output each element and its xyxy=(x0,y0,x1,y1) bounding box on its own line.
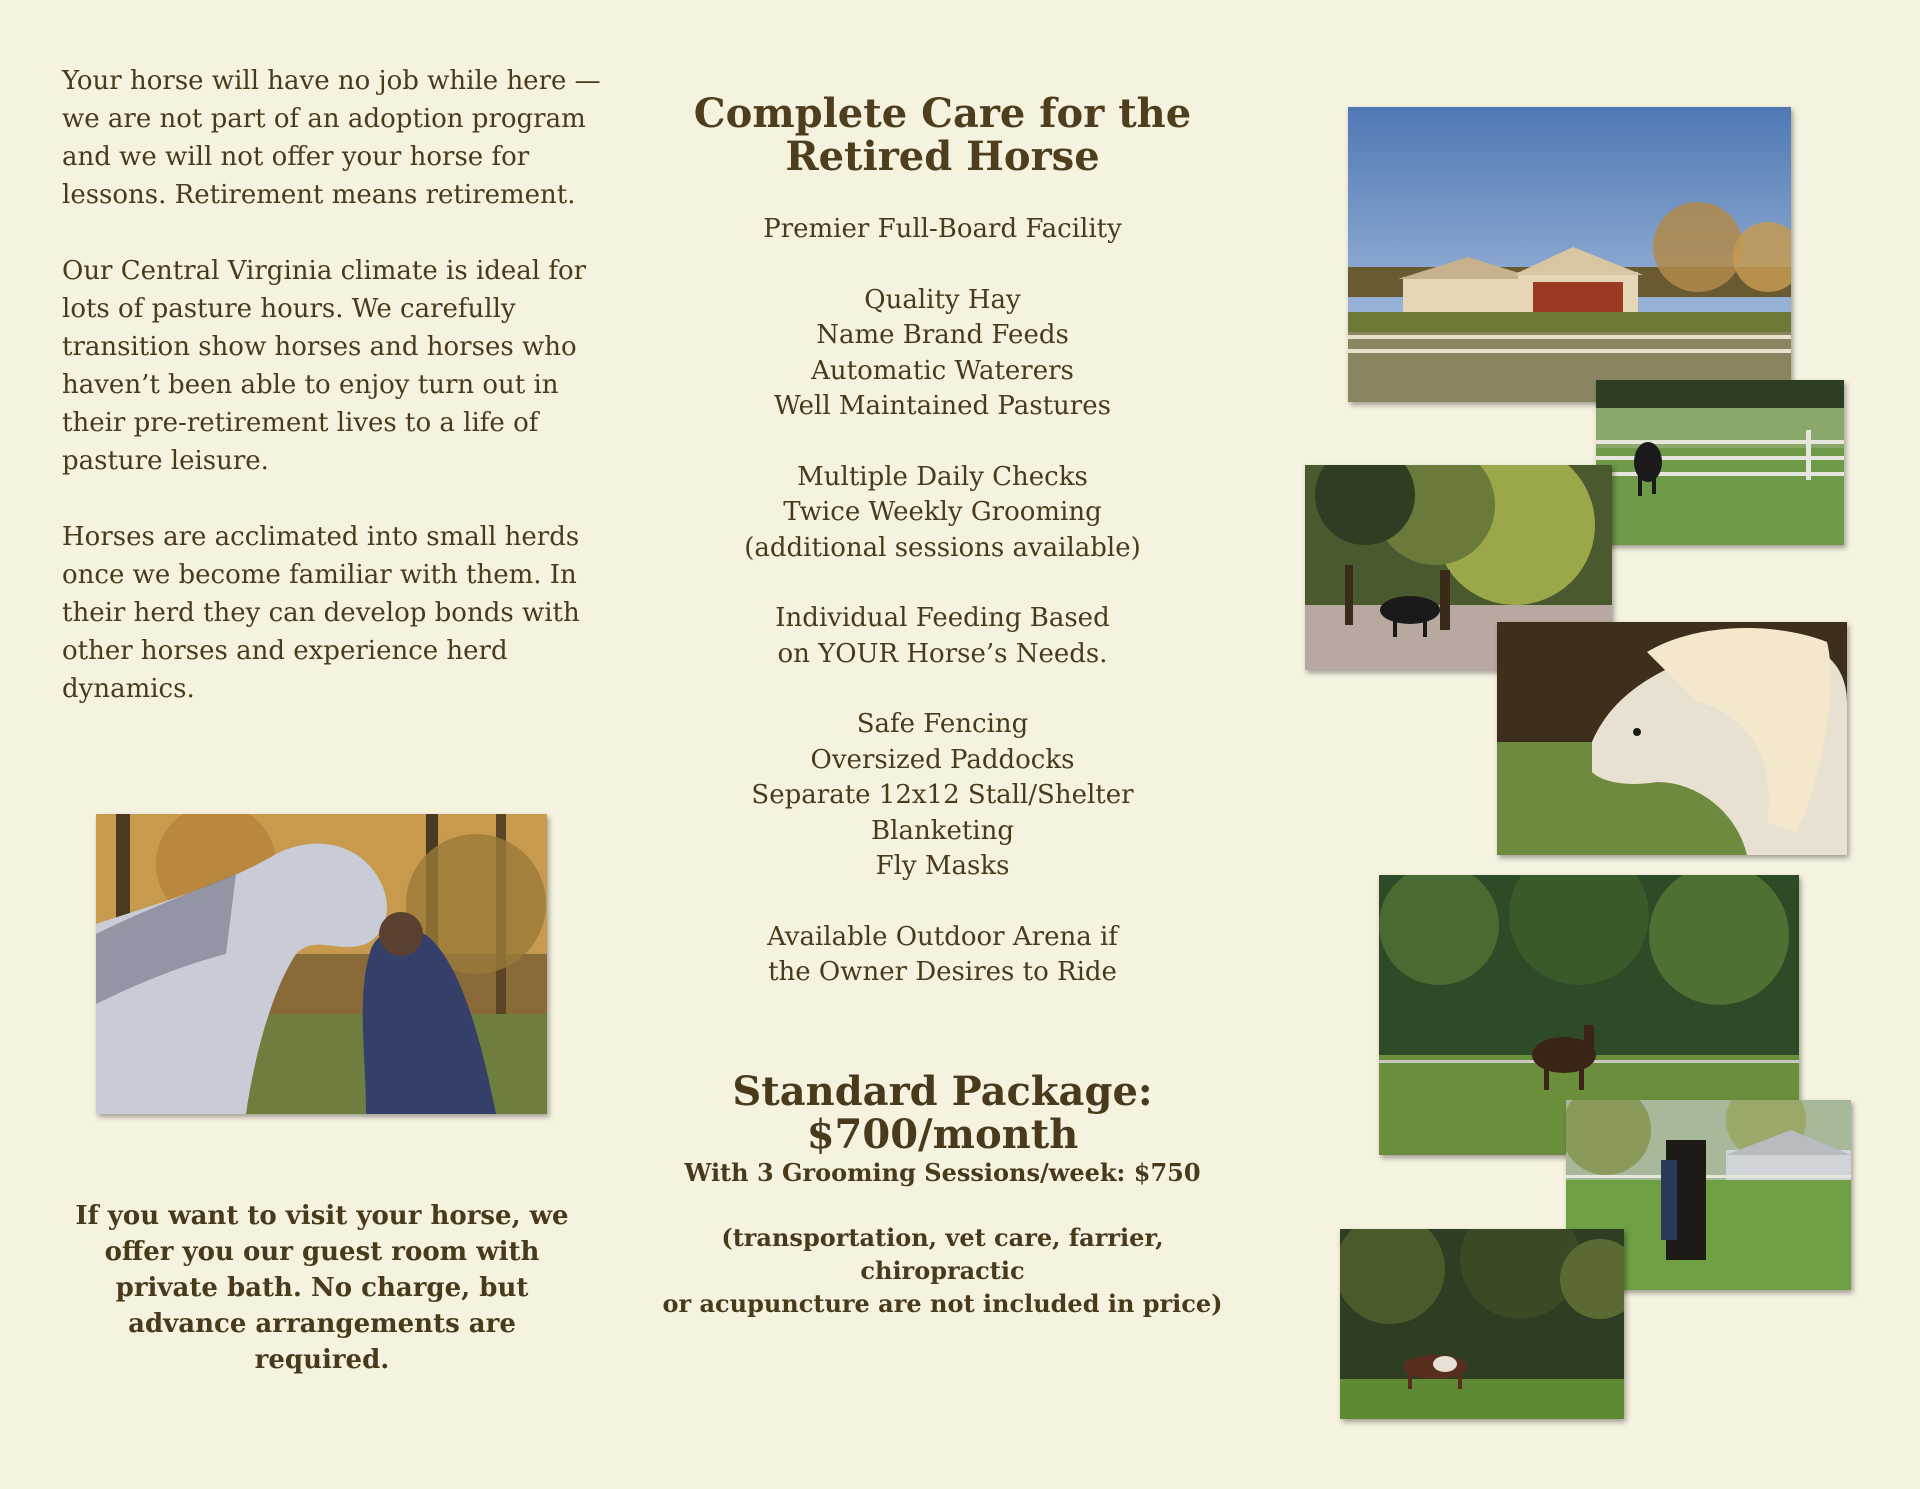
feature-group-facility xyxy=(690,212,1195,248)
feature-item: Multiple Daily Checks xyxy=(797,461,1088,492)
feature-item: Automatic Waterers xyxy=(811,355,1074,386)
feature-item: Safe Fencing xyxy=(856,709,1029,739)
feature-item: Name Brand Feeds xyxy=(816,320,1069,350)
feature-item: (additional sessions available) xyxy=(744,532,1141,563)
left-column xyxy=(62,62,602,746)
intro-paragraph-herds: Horses are acclimated into small herds once we become familiar with them. In their herd they can develop bonds with other horses and experience herd dynamics. xyxy=(62,522,580,704)
feature-group-care xyxy=(690,460,1195,567)
feature-item: Premier Full-Board Facility xyxy=(763,214,1122,244)
feature-item: Fly Masks xyxy=(875,851,1010,881)
photo-pinto-horse-running xyxy=(1340,1229,1624,1419)
feature-item: Twice Weekly Grooming xyxy=(783,497,1102,527)
feature-item: Well Maintained Pastures xyxy=(774,391,1111,421)
feature-item: Available Outdoor Arena if xyxy=(767,921,1118,952)
center-column xyxy=(690,92,1195,1026)
feature-group-feeding xyxy=(690,283,1195,425)
feature-item: on YOUR Horse’s Needs. xyxy=(777,638,1108,669)
feature-item: Oversized Paddocks xyxy=(810,744,1075,775)
photo-white-pony xyxy=(1497,622,1847,855)
photo-horse-and-woman xyxy=(96,814,547,1114)
package-exclusions-line-1: (transportation, vet care, farrier, chiropractic xyxy=(721,1223,1164,1285)
package-price: $700/month xyxy=(806,1111,1079,1158)
intro-paragraph-climate: Our Central Virginia climate is ideal for lots of pasture hours. We carefully transition show horses and horses who haven’t been able to enjoy turn out in their pre-retirement lives to a life of pasture leisure. xyxy=(62,256,587,476)
feature-item: Individual Feeding Based xyxy=(775,603,1110,633)
feature-group-individual-feeding xyxy=(690,601,1195,672)
feature-group-arena xyxy=(690,920,1195,991)
intro-paragraph-retirement: Your horse will have no job while here — we are not part of an adoption program and we will not offer your horse for lessons. Retirement means retirement. xyxy=(62,66,601,210)
package-title: Standard Package: xyxy=(732,1068,1153,1115)
feature-item: Separate 12x12 Stall/Shelter xyxy=(751,780,1134,810)
feature-item: Blanketing xyxy=(871,815,1014,846)
feature-item: Quality Hay xyxy=(864,284,1021,315)
standard-package xyxy=(660,1070,1225,1320)
page-title-line-1: Complete Care for the xyxy=(693,90,1192,137)
feature-group-housing xyxy=(690,707,1195,885)
package-grooming-option: With 3 Grooming Sessions/week: $750 xyxy=(684,1158,1201,1187)
feature-item: the Owner Desires to Ride xyxy=(768,957,1117,987)
page-title xyxy=(690,92,1195,178)
photo-black-horse-running xyxy=(1596,380,1844,545)
package-exclusions-line-2: or acupuncture are not included in price) xyxy=(662,1289,1223,1318)
photo-barn xyxy=(1348,107,1791,402)
visit-note: If you want to visit your horse, we offer you our guest room with private bath. No charge, but advance arrangements are required. xyxy=(75,1201,569,1375)
page-title-line-2: Retired Horse xyxy=(785,133,1100,180)
